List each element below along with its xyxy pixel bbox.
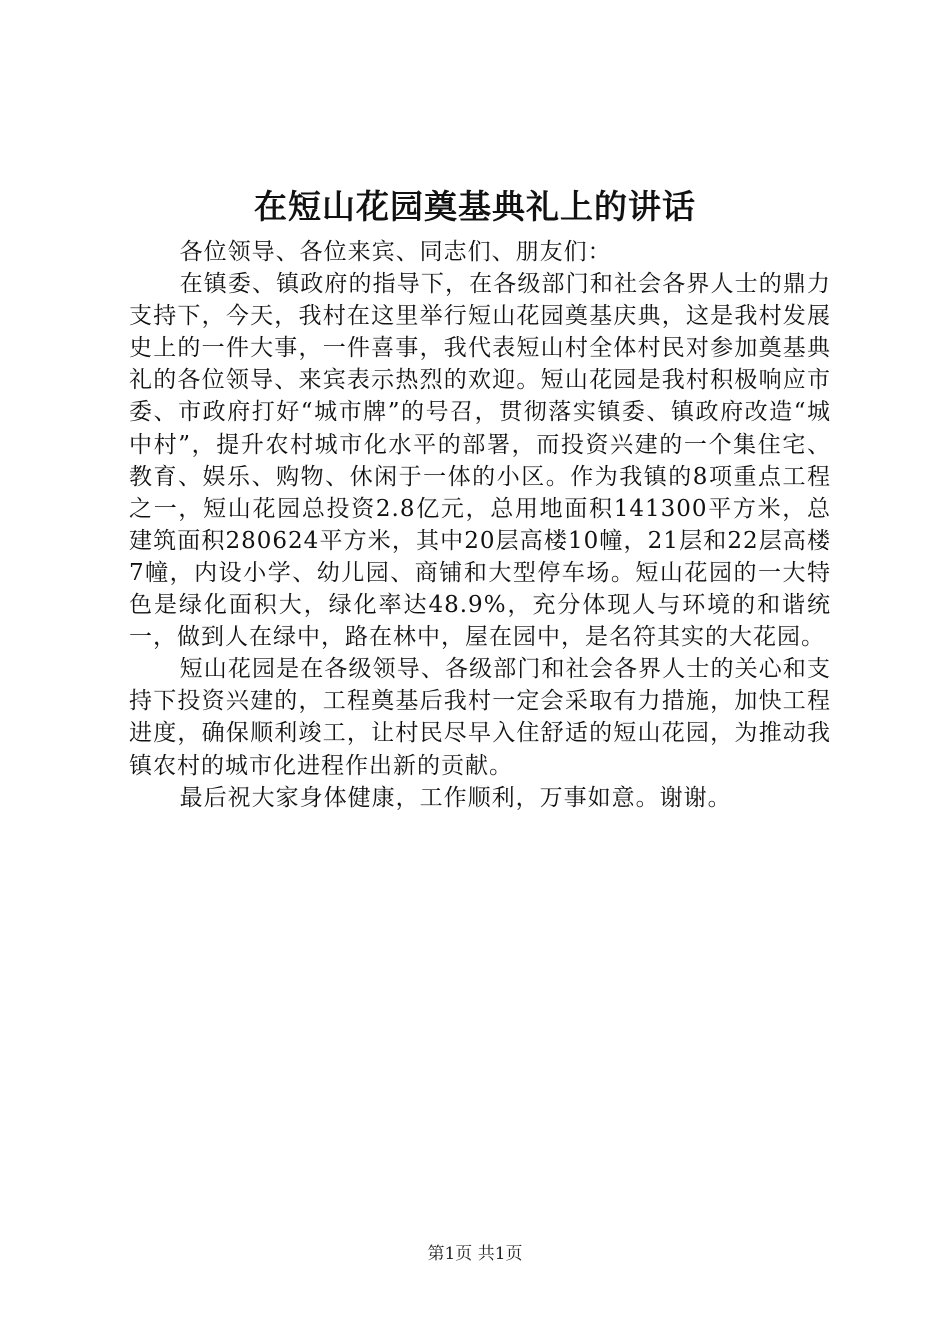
page-number-footer: 第1页 共1页 [427, 1244, 523, 1264]
closing-paragraph: 最后祝大家身体健康，工作顺利，万事如意。谢谢。 [179, 784, 732, 811]
document-title: 在短山花园奠基典礼上的讲话 [254, 187, 696, 226]
body-paragraph-1: 在镇委、镇政府的指导下，在各级部门和社会各界人士的鼎力支持下，今天，我村在这里举行短山花园奠基庆典，这是我村发展史上的一件大事，一件喜事，我代表短山村全体村民对参加奠基典礼的各位领导、来宾表示热烈的欢迎。短山花园是我村积极响应市委、市政府打好“城市牌”的号召，贯彻落实镇委、镇政府改造“城中村”，提升农村城市化水平的部署，而投资兴建的一个集住宅、教育、娱乐、购物、休闲于一体的小区。作为我镇的8项重点工程之一，短山花园总投资2.8亿元，总用地面积141300平方米，总建筑面积280624平方米，其中20层高楼10幢，21层和22层高楼7幢，内设小学、幼儿园、商铺和大型停车场。短山花园的一大特色是绿化面积大，绿化率达48.9%，充分体现人与环境的和谐统一，做到人在绿中，路在林中，屋在园中，是名符其实的大花园。 [129, 271, 831, 651]
document-body [129, 236, 831, 814]
body-paragraph-2: 短山花园是在各级领导、各级部门和社会各界人士的关心和支持下投资兴建的，工程奠基后我村一定会采取有力措施，加快工程进度，确保顺利竣工，让村民尽早入住舒适的短山花园，为推动我镇农村的城市化进程作出新的贡献。 [129, 656, 831, 779]
salutation-paragraph: 各位领导、各位来宾、同志们、朋友们： [179, 239, 612, 265]
